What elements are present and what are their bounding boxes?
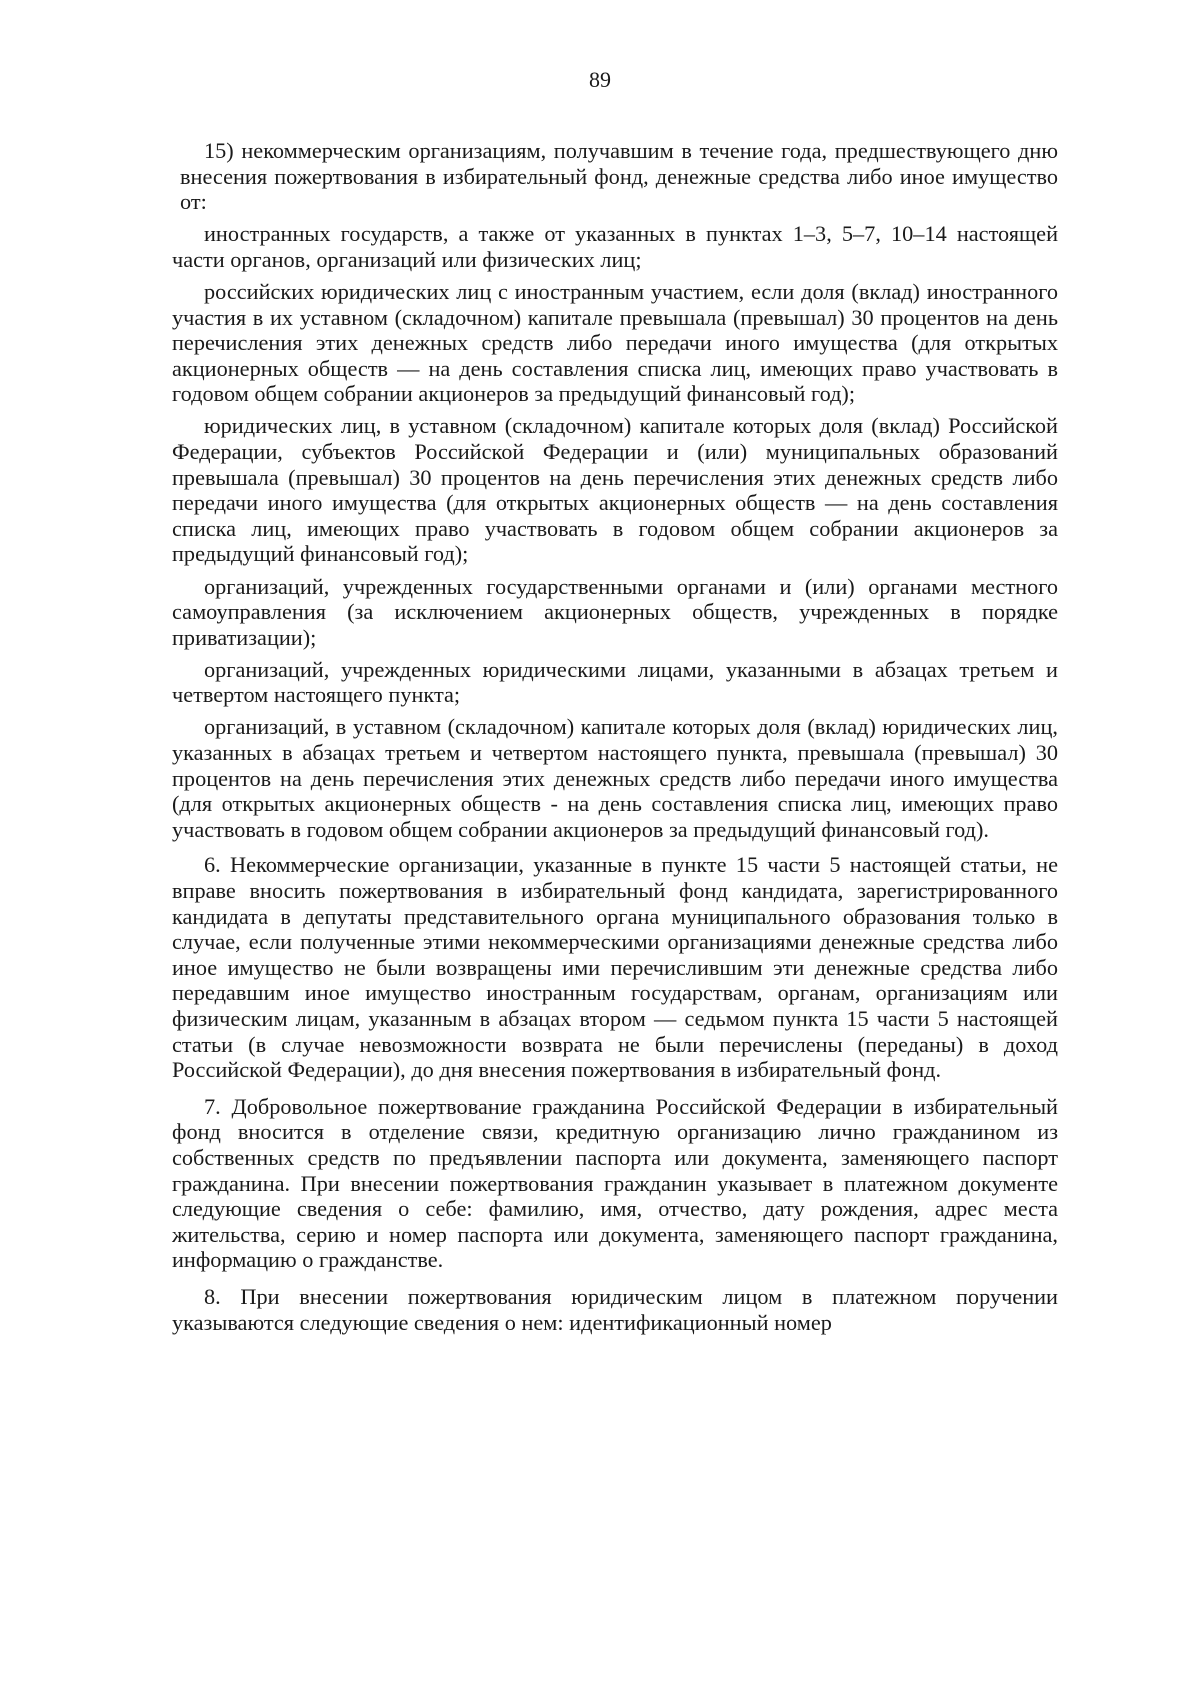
item-15	[172, 138, 1058, 842]
numbered-sections	[172, 852, 1058, 1335]
section-7: 7. Добровольное пожертвование гражданина Российской Федерации в избирательный фонд вносится в отделение связи, кредитную организацию лично гражданином из собственных средств по предъявлении паспорта или документа, заменяющего паспорт гражданина. При внесении пожертвования гражданин указывает в платежном документе следующие сведения о себе: фамилию, имя, отчество, дату рождения, адрес места жительства, серию и номер паспорта или документа, заменяющего паспорт гражданина, информацию о гражданстве.	[172, 1093, 1058, 1273]
item-15-subitem-foreign-states: иностранных государств, а также от указанных в пунктах 1–3, 5–7, 10–14 настоящей части органов, организаций или физических лиц;	[172, 221, 1058, 272]
item-15-subitem-founded-by-entities: организаций, учрежденных юридическими лицами, указанными в абзацах третьем и четвертом настоящего пункта;	[172, 656, 1058, 708]
page-number: 89	[589, 67, 611, 92]
section-8: 8. При внесении пожертвования юридическим лицом в платежном поручении указываются следующие сведения о нем: идентификационный номер	[172, 1283, 1058, 1335]
document-body	[172, 138, 1058, 1346]
item-15-subitem-state-founded: организаций, учрежденных государственными органами и (или) органами местного самоуправления (за исключением акционерных обществ, учрежденных в порядке приватизации);	[172, 573, 1058, 650]
item-15-subitem-state-share: юридических лиц, в уставном (складочном) капитале которых доля (вклад) Российской Федерации, субъектов Российской Федерации и (или) муниципальных образований превышала (превышал) 30 процентов на день перечисления этих денежных средств либо передачи иного имущества (для открытых акционерных обществ — на день составления списка лиц, имеющих право участвовать в годовом общем собрании акционеров за предыдущий финансовый год);	[172, 413, 1058, 567]
item-15-subitem-entity-share: организаций, в уставном (складочном) капитале которых доля (вклад) юридических лиц, указанных в абзацах третьем и четвертом настоящего пункта, превышала (превышал) 30 процентов на день перечисления этих денежных средств либо передачи иного имущества (для открытых акционерных обществ - на день составления списка лиц, имеющих право участвовать в годовом общем собрании акционеров за предыдущий финансовый год).	[172, 714, 1058, 842]
item-15-subitem-foreign-participation: российских юридических лиц с иностранным участием, если доля (вклад) иностранного участия в их уставном (складочном) капитале превышала (превышал) 30 процентов на день перечисления этих денежных средств либо передачи иного имущества (для открытых акционерных обществ — на день составления списка лиц, имеющих право участвовать в годовом общем собрании акционеров за предыдущий финансовый год);	[172, 278, 1058, 407]
item-15-intro: 15) некоммерческим организациям, получавшим в течение года, предшествующего дню внесения пожертвования в избирательный фонд, денежные средства либо иное имущество от:	[180, 138, 1058, 215]
section-6: 6. Некоммерческие организации, указанные в пункте 15 части 5 настоящей статьи, не вправе вносить пожертвования в избирательный фонд кандидата, зарегистрированного кандидата в депутаты представительного органа муниципального образования только в случае, если полученные этими некоммерческими организациями денежные средства либо иное имущество не были возвращены ими перечислившим эти денежные средства либо передавшим иное имущество иностранным государствам, органам, организациям или физическим лицам, указанным в абзацах втором — седьмом пункта 15 части 5 настоящей статьи (в случае невозможности возврата не были перечислены (переданы) в доход Российской Федерации), до дня внесения пожертвования в избирательный фонд.	[172, 852, 1058, 1083]
